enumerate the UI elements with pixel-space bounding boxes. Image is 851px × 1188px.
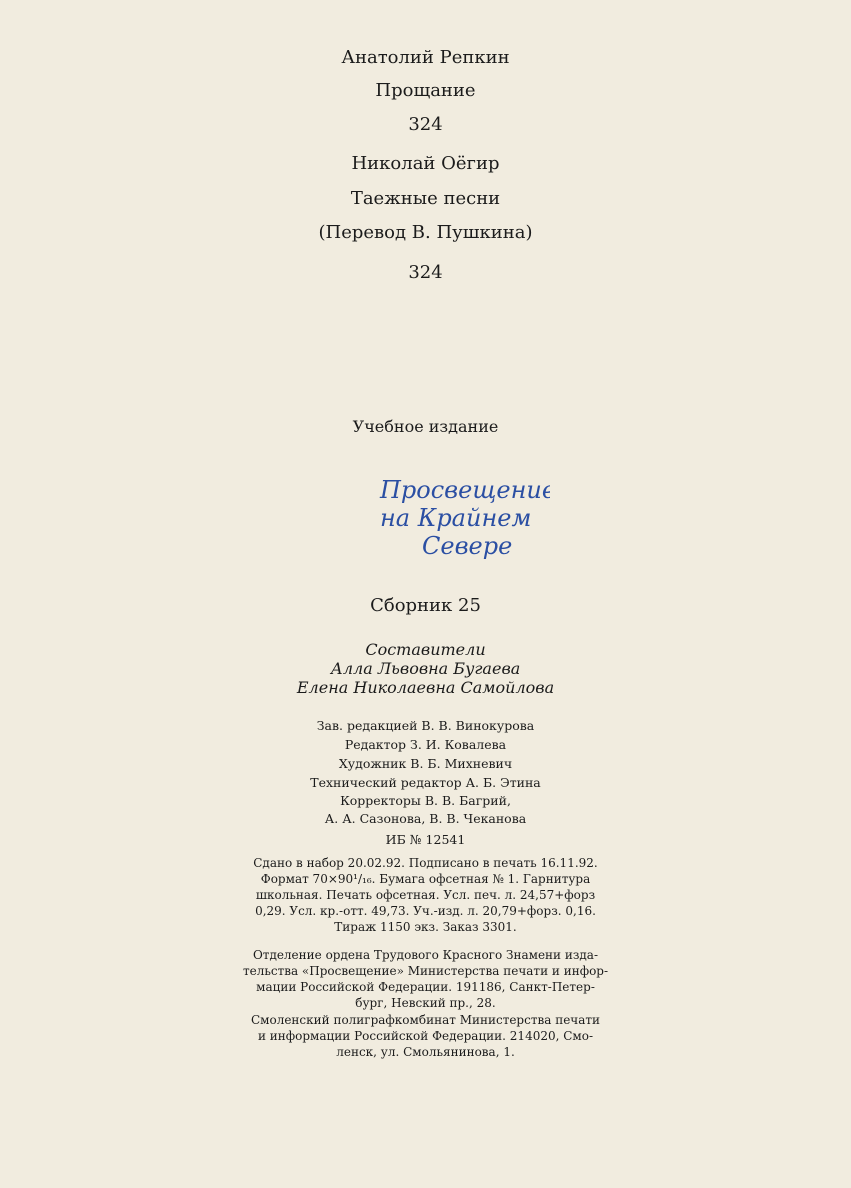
staff-editor: Редактор З. И. Ковалева: [344, 737, 507, 752]
publisher-line-4: бург, Невский пр., 28.: [355, 996, 496, 1010]
series-logo-image: [350, 470, 550, 565]
page-number-1: 324: [408, 114, 443, 135]
series-logo-line-3: Севере: [422, 532, 513, 560]
author-name-1: Анатолий Репкин: [341, 47, 510, 68]
compilers-label: Составители: [365, 640, 486, 659]
translator-note: (Перевод В. Пушкина): [318, 222, 533, 243]
series-logo-line-1: Просвещение: [380, 476, 550, 504]
print-info-line-2: Формат 70×90¹/₁₆. Бумага офсетная № 1. Гарнитура: [260, 872, 591, 886]
page-number-2: 324: [408, 262, 443, 283]
series-logo-line-2: на Крайнем: [380, 504, 532, 532]
printer-line-3: ленск, ул. Смольянинова, 1.: [336, 1045, 515, 1059]
staff-proofreaders-1: Корректоры В. В. Багрий,: [340, 793, 511, 808]
compiler-name-1: Алла Львовна Бугаева: [330, 659, 521, 678]
staff-tech-editor: Технический редактор А. Б. Этина: [310, 775, 541, 790]
print-info-line-1: Сдано в набор 20.02.92. Подписано в печать 16.11.92.: [253, 856, 598, 870]
title-1: Прощание: [375, 80, 476, 101]
publisher-line-1: Отделение ордена Трудового Красного Знамени изда-: [252, 948, 599, 962]
printer-line-2: и информации Российской Федерации. 214020, Смо-: [257, 1029, 594, 1043]
print-info-line-5: Тираж 1150 экз. Заказ 3301.: [334, 920, 517, 934]
staff-proofreaders-2: А. А. Сазонова, В. В. Чеканова: [324, 811, 527, 826]
print-info-line-3: школьная. Печать офсетная. Усл. печ. л. 24,57+форз: [255, 888, 596, 902]
collection-number: Сборник 25: [370, 595, 481, 616]
staff-artist: Художник В. Б. Михневич: [338, 756, 513, 771]
publisher-line-3: мации Российской Федерации. 191186, Санкт-Петер-: [256, 980, 595, 994]
title-2: Таежные песни: [350, 188, 501, 209]
staff-editor-in-chief: Зав. редакцией В. В. Винокурова: [316, 718, 535, 733]
ib-number: ИБ № 12541: [385, 832, 466, 847]
edition-type: Учебное издание: [352, 417, 499, 436]
author-name-2: Николай Оёгир: [351, 153, 500, 174]
series-logo: [350, 470, 550, 565]
compiler-name-2: Елена Николаевна Самойлова: [296, 678, 555, 697]
publisher-line-2: тельства «Просвещение» Министерства печати и инфор-: [242, 964, 609, 978]
printer-line-1: Смоленский полиграфкомбинат Министерства печати: [250, 1013, 601, 1027]
print-info-line-4: 0,29. Усл. кр.-отт. 49,73. Уч.-изд. л. 20,79+форз. 0,16.: [255, 904, 596, 918]
